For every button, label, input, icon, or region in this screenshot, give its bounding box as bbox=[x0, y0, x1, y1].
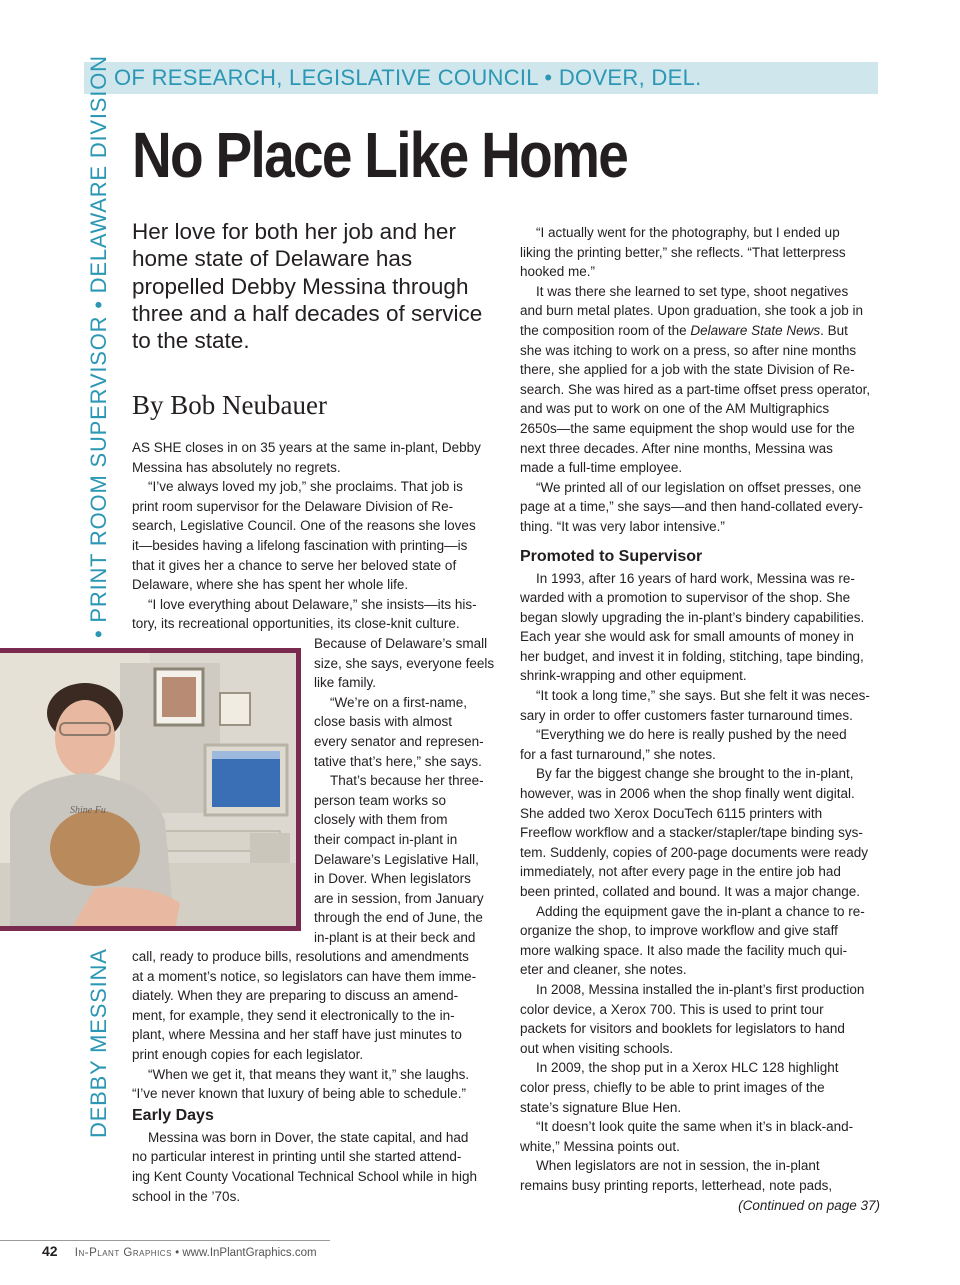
text-line: AS SHE closes in on 35 years at the same in-plant, Debby bbox=[132, 440, 481, 455]
text-line: Adding the equipment gave the in-plant a chance to re- bbox=[536, 903, 865, 919]
article-deck: Her love for both her job and her home state of Delaware has propelled Debby Messina through three and a half decades of service to the state. bbox=[132, 219, 483, 354]
text-line: print enough copies for each legislator. bbox=[132, 1046, 364, 1062]
continued-note: (Continued on page 37) bbox=[738, 1197, 880, 1213]
text-line: shrink-wrapping and other equipment. bbox=[520, 668, 747, 684]
header-band-text: OF RESEARCH, LEGISLATIVE COUNCIL • DOVER, DEL. bbox=[114, 65, 702, 90]
text-line: “Everything we do here is really pushed by the need bbox=[536, 727, 847, 743]
text-line: “We printed all of our legislation on offset presses, one bbox=[536, 479, 862, 495]
text-line: thing. “It was very labor intensive.” bbox=[520, 518, 725, 534]
text-line: sary in order to offer customers faster turnaround times. bbox=[520, 707, 853, 723]
text-line: “When we get it, that means they want it,” she laughs. bbox=[148, 1066, 470, 1082]
text-line: call, ready to produce bills, resolutions and amendments bbox=[132, 949, 469, 964]
text-line: 2650s—the same equipment the shop would use for the bbox=[520, 420, 855, 436]
vertical-caption-name: DEBBY MESSINA bbox=[86, 948, 111, 1138]
text-line: liking the printing better,” she reflects. “That letterpress bbox=[520, 244, 846, 260]
portrait-illustration bbox=[0, 653, 296, 931]
footer-rule bbox=[0, 1240, 330, 1241]
left-column-wrap bbox=[314, 634, 494, 948]
text-line: page at a time,” she says—and then hand-collated every- bbox=[520, 499, 863, 515]
text-line: like family. bbox=[314, 675, 377, 691]
text-line: Messina has absolutely no regrets. bbox=[132, 459, 341, 475]
article-byline: By Bob Neubauer bbox=[132, 390, 327, 420]
text-line: their compact in-plant in bbox=[314, 831, 458, 847]
text-line: been printed, collated and bound. It was a major change. bbox=[520, 884, 860, 899]
text-line: closely with them from bbox=[314, 812, 448, 828]
text-line: “I love everything about Delaware,” she insists—its his- bbox=[148, 596, 477, 612]
text-line: there, she applied for a job with the state Division of Re- bbox=[520, 362, 855, 378]
text-line: Delaware, where she has spent her whole life. bbox=[132, 577, 409, 593]
text-line: plant, where Messina and her staff have just minutes to bbox=[132, 1027, 462, 1043]
text-line: size, she says, everyone feels bbox=[314, 655, 495, 671]
text-fragment: the composition room of the bbox=[520, 322, 687, 338]
text-line: hooked me.” bbox=[520, 264, 596, 280]
text-line: search. She was hired as a part-time offset press operator, bbox=[520, 381, 871, 397]
text-line: that it gives her a chance to serve her beloved state of bbox=[132, 557, 457, 573]
text-line: and was put to work on one of the AM Multigraphics bbox=[520, 401, 830, 417]
text-line: packets for visitors and booklets for legislators to hand bbox=[520, 1021, 845, 1037]
text-line: color device, a Xerox 700. This is used to print tour bbox=[520, 1001, 824, 1017]
text-line: and burn metal plates. Upon graduation, she took a job in bbox=[520, 303, 863, 319]
text-line: no particular interest in printing until she started attend- bbox=[132, 1149, 462, 1165]
text-line: tem. Suddenly, copies of 200-page documents were ready bbox=[520, 844, 868, 860]
text-line: “It took a long time,” she says. But she felt it was neces- bbox=[536, 688, 870, 704]
magazine-name: In-Plant Graphics bbox=[74, 1247, 172, 1259]
text-line: in Dover. When legislators bbox=[314, 871, 471, 887]
text-line: school in the ’70s. bbox=[132, 1188, 241, 1204]
text-line: through the end of June, the bbox=[314, 910, 483, 926]
text-line: tative that’s here,” she says. bbox=[314, 753, 482, 769]
text-line: white,” Messina points out. bbox=[520, 1138, 680, 1154]
text-line: When legislators are not in session, the in-plant bbox=[536, 1158, 820, 1174]
publication-name: Delaware State News bbox=[690, 322, 821, 338]
text-line: “I actually went for the photography, but I ended up bbox=[536, 225, 840, 240]
text-line: eter and cleaner, she notes. bbox=[520, 962, 687, 978]
text-line: made a full-time employee. bbox=[520, 460, 683, 476]
magazine-url: www.InPlantGraphics.com bbox=[182, 1247, 317, 1259]
text-line: at a moment’s notice, so legislators can have them imme- bbox=[132, 968, 477, 984]
article-title: No Place Like Home bbox=[132, 119, 628, 191]
text-line: Because of Delaware’s small bbox=[314, 636, 488, 651]
text-line: remains busy printing reports, letterhead, note pads, bbox=[520, 1177, 833, 1193]
text-line: more walking space. It also made the facility much qui- bbox=[520, 942, 848, 958]
text-line: immediately, not after every page in the entire job had bbox=[520, 864, 841, 880]
text-line: Freeflow workflow and a stacker/stapler/tape binding sys- bbox=[520, 825, 863, 841]
text-line: for a fast turnaround,” she notes. bbox=[520, 746, 716, 762]
text-line: That’s because her three- bbox=[330, 773, 484, 789]
text-line: “It doesn’t look quite the same when it’s in black-and- bbox=[536, 1119, 854, 1135]
text-line: Each year she would ask for small amounts of money in bbox=[520, 629, 854, 645]
text-line: “I’ve never known that luxury of being able to schedule.” bbox=[132, 1086, 466, 1102]
text-line: In 1993, after 16 years of hard work, Messina was re- bbox=[536, 570, 855, 586]
text-line: “We’re on a first-name, bbox=[330, 694, 468, 710]
text-line: close basis with almost bbox=[314, 714, 453, 730]
text-line: It was there she learned to set type, shoot negatives bbox=[536, 283, 849, 299]
text-line: in-plant is at their beck and bbox=[314, 929, 476, 945]
text-line: she was itching to work on a press, so after nine months bbox=[520, 342, 857, 358]
text-line: In 2009, the shop put in a Xerox HLC 128 highlight bbox=[536, 1060, 839, 1076]
footer-separator: • bbox=[175, 1247, 180, 1259]
text-line: In 2008, Messina installed the in-plant’s first production bbox=[536, 981, 865, 997]
page-footer bbox=[42, 1243, 317, 1259]
text-line: it—besides having a lifelong fascination with printing—is bbox=[132, 537, 468, 553]
text-line: next three decades. After nine months, Messina was bbox=[520, 440, 833, 456]
left-column-bottom bbox=[132, 947, 492, 1206]
text-line: print room supervisor for the Delaware Division of Re- bbox=[132, 498, 454, 514]
text-line: state’s signature Blue Hen. bbox=[520, 1099, 682, 1115]
text-line: diately. When they are preparing to discuss an amend- bbox=[132, 988, 459, 1004]
text-fragment: . But bbox=[820, 322, 848, 338]
text-line: ment, for example, they send it electronically to the in- bbox=[132, 1007, 455, 1023]
text-line: ing Kent County Vocational Technical School while in high bbox=[132, 1168, 477, 1184]
text-line: color press, chiefly to be able to print images of the bbox=[520, 1079, 825, 1095]
text-line: She added two Xerox DocuTech 6115 printers with bbox=[520, 805, 823, 821]
text-line: out when visiting schools. bbox=[520, 1040, 674, 1056]
text-line: her budget, and invest it in folding, stitching, tape binding, bbox=[520, 648, 864, 664]
text-line: person team works so bbox=[314, 792, 447, 808]
text-line: warded with a promotion to supervisor of the shop. She bbox=[520, 590, 851, 606]
text-line: tory, its recreational opportunities, its close-knit culture. bbox=[132, 616, 460, 632]
text-line: began slowly upgrading the in-plant’s bindery capabilities. bbox=[520, 609, 865, 625]
text-line: however, was in 2006 when the shop finally went digital. bbox=[520, 786, 855, 802]
page-number: 42 bbox=[42, 1243, 58, 1259]
vertical-caption-top: • PRINT ROOM SUPERVISOR • DELAWARE DIVISION bbox=[86, 55, 111, 638]
text-line: Delaware’s Legislative Hall, bbox=[314, 851, 479, 867]
text-line: Messina was born in Dover, the state capital, and had bbox=[148, 1129, 469, 1145]
text-line: By far the biggest change she brought to the in-plant, bbox=[536, 766, 854, 782]
text-line bbox=[520, 321, 880, 341]
text-line: are in session, from January bbox=[314, 890, 484, 906]
text-line: organize the shop, to improve workflow and give staff bbox=[520, 923, 838, 939]
text-line: search, Legislative Council. One of the reasons she loves bbox=[132, 518, 476, 534]
left-column-top bbox=[132, 438, 492, 634]
text-line: “I’ve always loved my job,” she proclaims. That job is bbox=[148, 479, 463, 495]
subhead-promoted: Promoted to Supervisor bbox=[520, 547, 703, 565]
right-column bbox=[520, 223, 880, 1215]
subhead-early-days: Early Days bbox=[132, 1106, 214, 1124]
text-line: every senator and represen- bbox=[314, 733, 484, 749]
portrait-photo bbox=[0, 648, 301, 931]
shirt-lettering: Shine Fu bbox=[70, 805, 106, 816]
